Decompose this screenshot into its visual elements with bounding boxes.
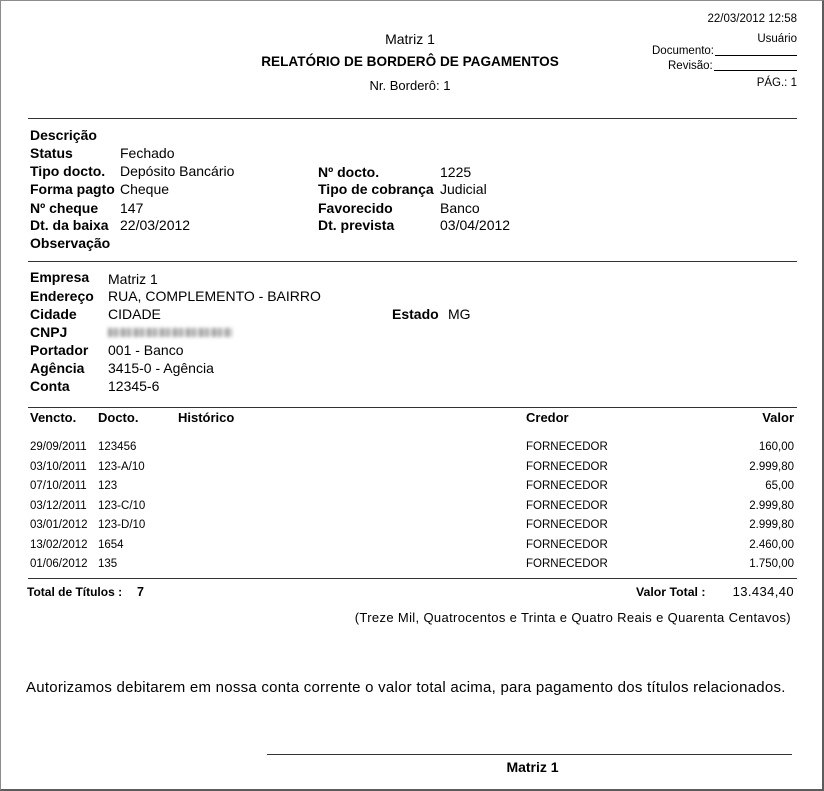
status-value: Fechado [120, 145, 175, 161]
amount-cell: 1.750,00 [749, 558, 794, 570]
revision-field [668, 59, 797, 73]
bearer-value: 001 - Banco [108, 342, 184, 358]
description-label: Descrição [30, 127, 97, 143]
document-number-cell: 123-A/10 [98, 460, 145, 473]
collection-type-label: Tipo de cobrança [318, 181, 434, 197]
document-number-cell: 135 [98, 558, 118, 570]
payee-value: Banco [440, 200, 480, 216]
due-date-cell: 03/01/2012 [30, 519, 88, 531]
divider [28, 578, 797, 579]
document-number-value: 1225 [440, 164, 472, 180]
address-value: RUA, COMPLEMENTO - BAIRRO [108, 288, 321, 304]
divider [28, 407, 797, 408]
due-date-cell: 03/10/2011 [30, 460, 87, 473]
report-title: RELATÓRIO DE BORDERÔ DE PAGAMENTOS [261, 54, 559, 69]
document-label: Documento: [652, 45, 715, 57]
state-value: MG [448, 306, 471, 322]
company-label: Empresa [30, 269, 90, 285]
document-field [652, 44, 797, 58]
branch-label: Agência [30, 360, 85, 376]
revision-blank-line [714, 60, 797, 71]
document-number-label: Nº docto. [318, 164, 380, 180]
expected-date-label: Dt. prevista [318, 217, 395, 233]
document-number-cell: 123 [98, 480, 118, 492]
document-type-label: Tipo docto. [30, 163, 106, 179]
report-company: Matriz 1 [385, 31, 435, 47]
document-blank-line [715, 45, 797, 56]
table-row [0, 477, 824, 497]
due-date-cell: 03/12/2011 [30, 499, 87, 512]
due-date-cell: 01/06/2012 [30, 558, 88, 570]
bearer-label: Portador [30, 342, 89, 358]
document-number-cell: 123-D/10 [98, 519, 146, 531]
divider [28, 118, 797, 119]
table-row [0, 438, 824, 458]
page-value: 1 [790, 77, 797, 89]
observation-label: Observação [30, 235, 111, 251]
account-value: 12345-6 [108, 378, 160, 394]
amount-cell: 2.460,00 [749, 538, 794, 551]
collection-type-value: Judicial [440, 181, 487, 197]
table-row [0, 516, 824, 536]
amount-cell: 65,00 [765, 480, 794, 492]
expected-date-value: 03/04/2012 [440, 217, 511, 233]
city-label: Cidade [30, 306, 77, 322]
page-number [757, 76, 797, 90]
signature-line [267, 754, 792, 755]
bordero-label: Nr. Borderô: [369, 78, 440, 93]
total-titles-label: Total de Títulos : [27, 585, 123, 599]
creditor-cell: FORNECEDOR [526, 558, 608, 570]
bordero-value: 1 [443, 78, 451, 93]
table-row [0, 497, 824, 517]
page-label: PÁG.: [756, 77, 788, 89]
city-value: CIDADE [108, 306, 161, 322]
address-label: Endereço [30, 288, 94, 304]
authorization-text: Autorizamos debitarem em nossa conta corrente o valor total acima, para pagamento dos títulos relacionados. [26, 679, 786, 696]
cnpj-value-blurred [108, 328, 232, 337]
amount-cell: 2.999,80 [749, 499, 794, 512]
amount-cell: 2.999,80 [749, 519, 794, 531]
table-row [0, 555, 824, 575]
revision-label: Revisão: [668, 60, 713, 72]
cnpj-label: CNPJ [30, 324, 68, 340]
settlement-date-value: 22/03/2012 [120, 217, 191, 233]
table-row [0, 458, 824, 478]
total-amount-label: Valor Total : [636, 585, 706, 599]
bordero-number [210, 78, 610, 94]
check-number-label: Nº cheque [30, 200, 99, 216]
column-header-creditor: Credor [526, 410, 569, 425]
due-date-cell: 29/09/2011 [30, 441, 87, 453]
creditor-cell: FORNECEDOR [526, 519, 608, 531]
settlement-date-label: Dt. da baixa [30, 217, 109, 233]
column-header-history: Histórico [178, 410, 235, 425]
due-date-cell: 13/02/2012 [30, 538, 88, 551]
divider [28, 261, 797, 262]
total-amount-value: 13.434,40 [732, 584, 794, 599]
column-header-amount: Valor [762, 410, 794, 425]
document-type-value: Depósito Bancário [120, 163, 235, 179]
payee-label: Favorecido [318, 200, 393, 216]
amount-cell: 160,00 [758, 441, 794, 453]
titles-table-rows [0, 438, 824, 575]
payment-method-label: Forma pagto [30, 181, 115, 197]
due-date-cell: 07/10/2011 [30, 480, 87, 492]
report-datetime: 22/03/2012 12:58 [707, 13, 797, 25]
amount-in-words: (Treze Mil, Quatrocentos e Trinta e Quatro Reais e Quarenta Centavos) [354, 610, 791, 625]
table-row [0, 536, 824, 556]
total-titles-value: 7 [137, 585, 144, 599]
creditor-cell: FORNECEDOR [526, 460, 608, 473]
company-value: Matriz 1 [108, 271, 158, 287]
payment-method-value: Cheque [120, 181, 170, 197]
creditor-cell: FORNECEDOR [526, 441, 608, 453]
branch-value: 3415-0 - Agência [108, 360, 214, 376]
account-label: Conta [30, 378, 70, 394]
column-header-document: Docto. [98, 410, 139, 425]
column-header-due-date: Vencto. [30, 410, 77, 425]
creditor-cell: FORNECEDOR [526, 538, 608, 551]
creditor-cell: FORNECEDOR [526, 499, 608, 512]
user-label: Usuário [757, 33, 797, 45]
status-label: Status [30, 145, 73, 161]
check-number-value: 147 [120, 200, 144, 216]
creditor-cell: FORNECEDOR [526, 480, 608, 492]
signature-name: Matriz 1 [506, 759, 559, 775]
amount-cell: 2.999,80 [749, 460, 794, 473]
document-number-cell: 123456 [98, 441, 137, 453]
document-number-cell: 1654 [98, 538, 124, 551]
state-label: Estado [392, 306, 439, 322]
document-number-cell: 123-C/10 [98, 499, 146, 512]
